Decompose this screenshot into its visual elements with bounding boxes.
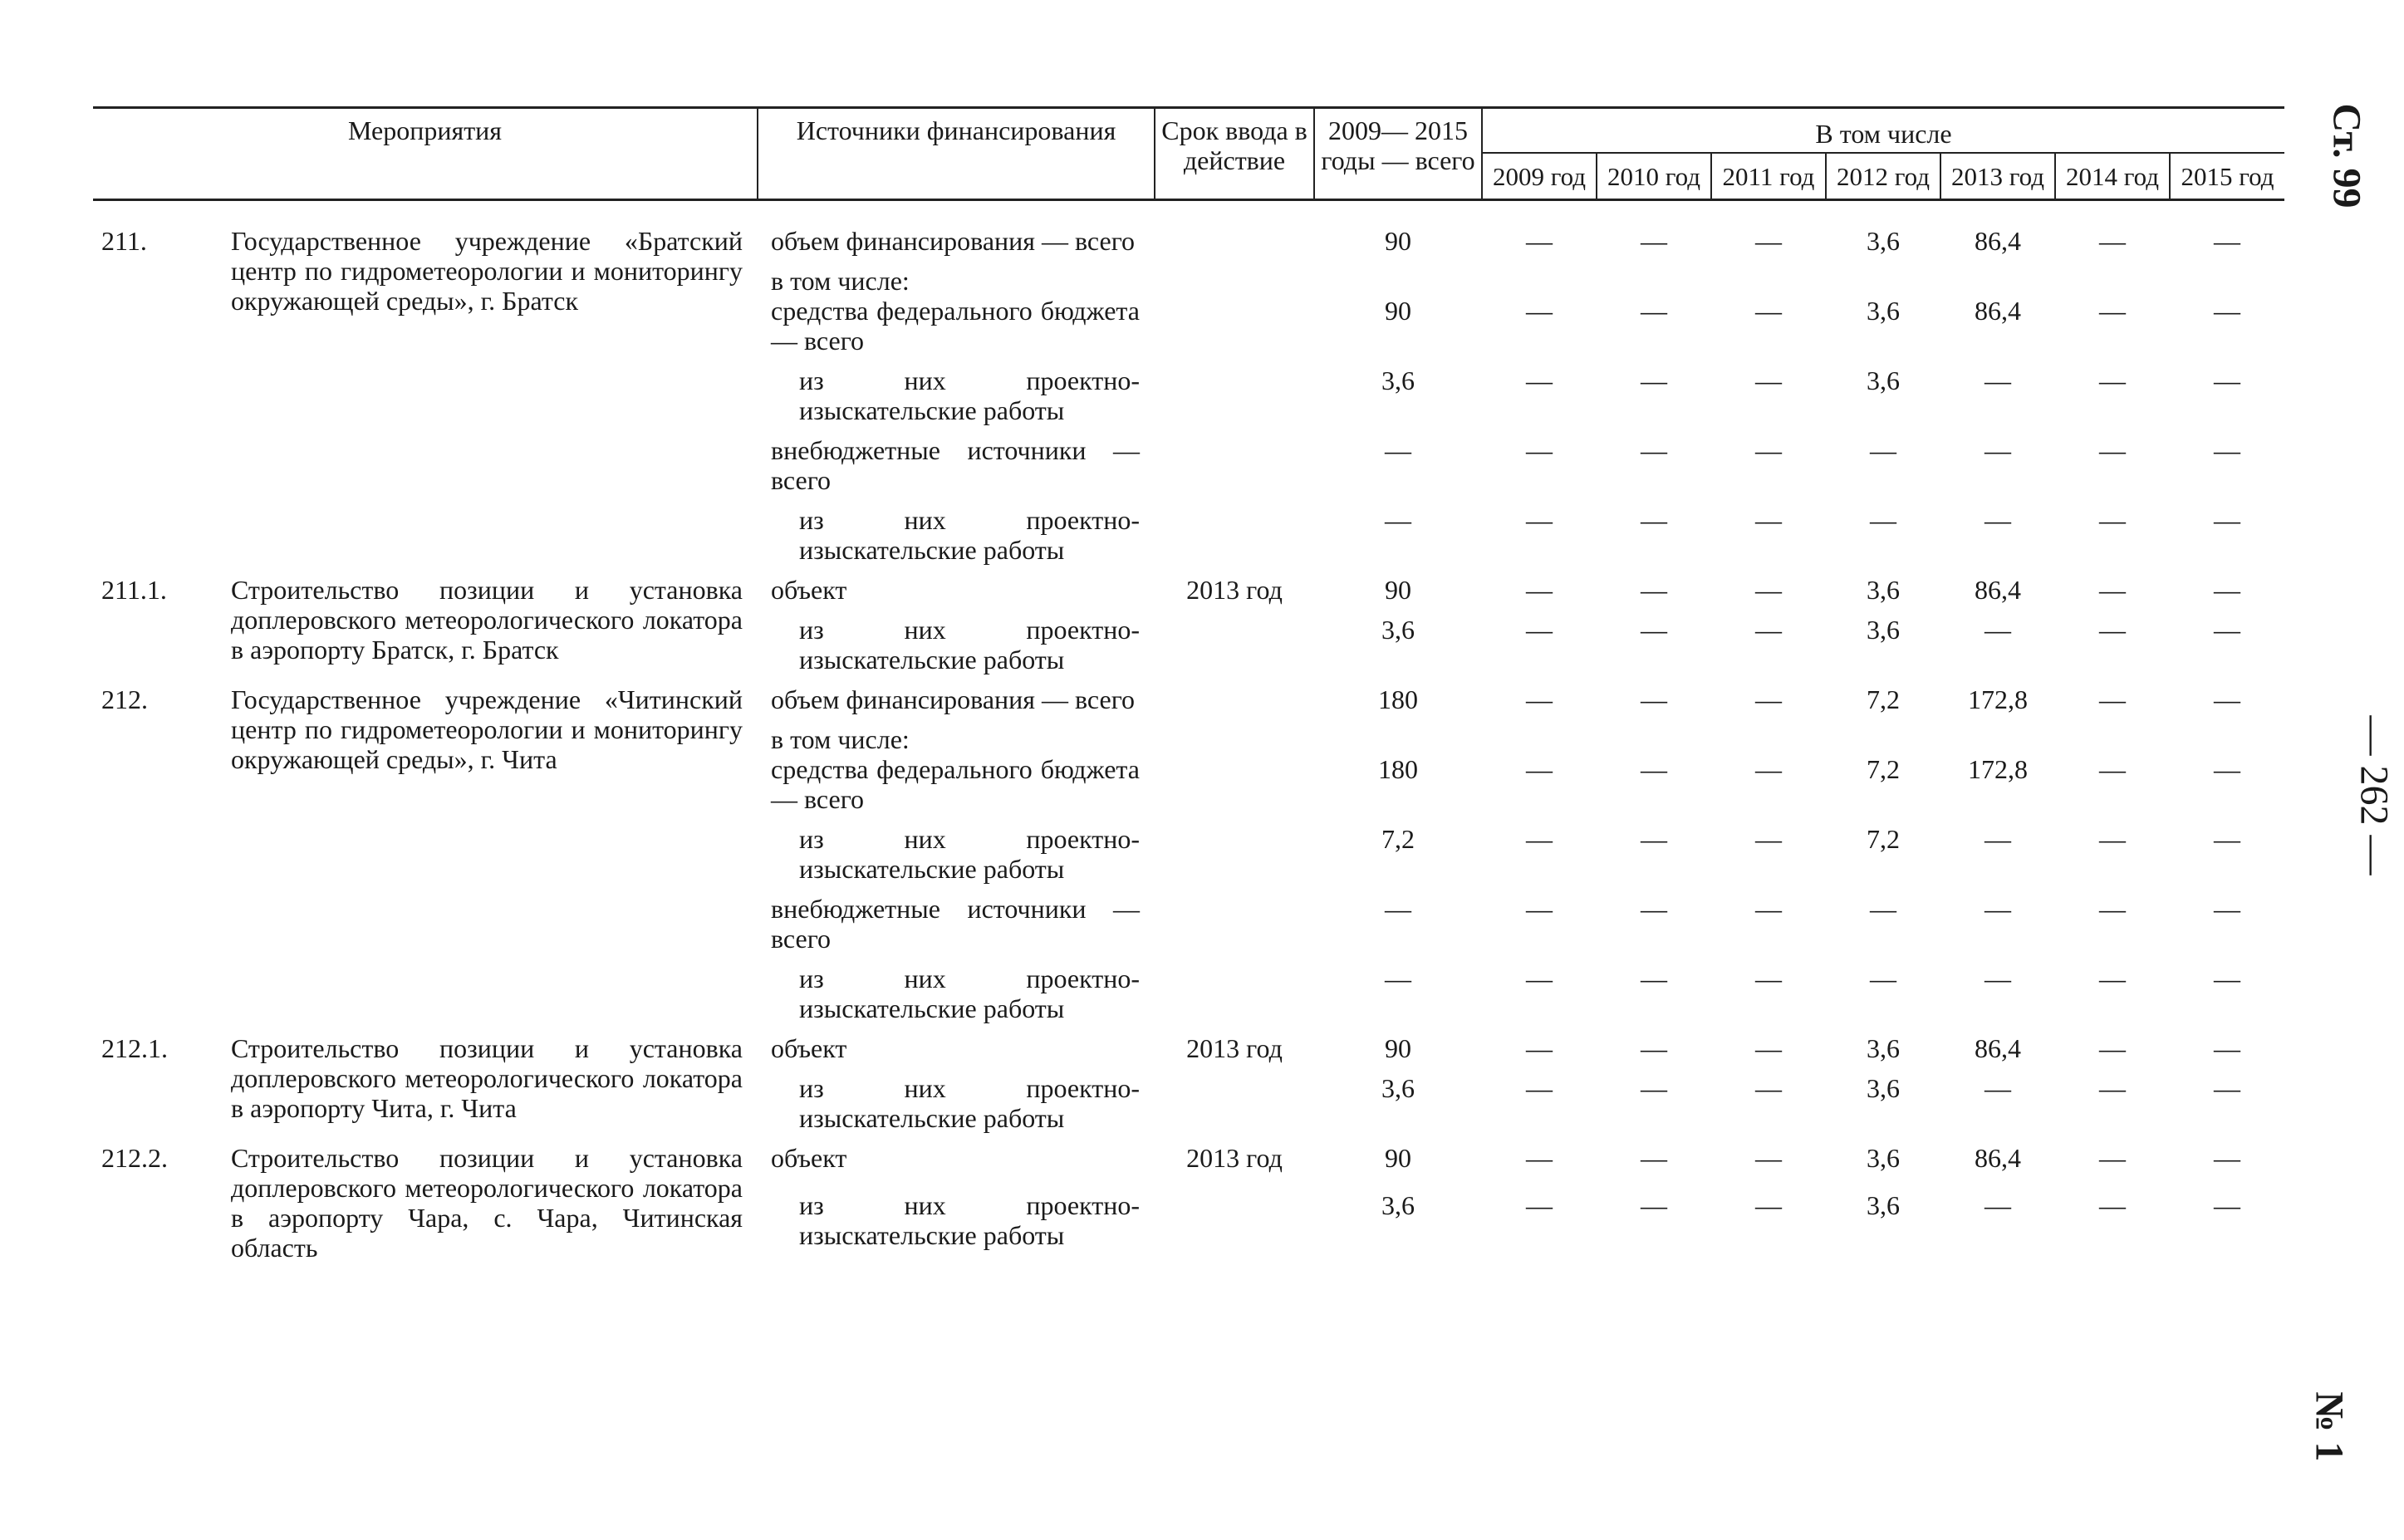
year-value-cell: — [1755, 1073, 1782, 1103]
total-cell: 90 [1385, 575, 1411, 605]
item-number: 212. [101, 684, 148, 714]
year-value-cell: — [2099, 1189, 2126, 1220]
year-value-cell [1482, 724, 1597, 754]
year-value-cell: — [1641, 435, 1667, 465]
year-value-cell: — [1641, 1143, 1667, 1173]
funding-source: в том числе: [771, 724, 910, 754]
year-value-cell [1597, 266, 1711, 296]
year-value-cell: — [1985, 615, 2011, 645]
item-number: 212.2. [101, 1143, 168, 1173]
total-cell: 3,6 [1381, 365, 1415, 395]
year-value-cell: 7,2 [1867, 754, 1900, 784]
page-number: — 262 — [2352, 715, 2397, 875]
funding-source: из них проектно-изыскательские работы [799, 505, 1140, 565]
year-value-cell [1940, 724, 2055, 754]
total-cell: — [1385, 894, 1411, 924]
year-value-cell: — [1985, 824, 2011, 854]
year-value-cell: 7,2 [1867, 684, 1900, 714]
year-value-cell: — [1755, 226, 1782, 256]
item-name: Строительство позиции и установка доплеровского метеорологического локатора в аэропорту Братск, г. Братск [231, 575, 743, 665]
funding-source: объект [771, 575, 847, 605]
year-value-cell: — [1641, 505, 1667, 535]
item-name: Строительство позиции и установка доплеровского метеорологического локатора в аэропорту Чита, г. Чита [231, 1033, 743, 1123]
item-name: Государственное учреждение «Читинский центр по гидрометеорологии и мониторингу окружающей среды», г. Чита [231, 684, 743, 774]
header-year: 2011 год [1711, 153, 1826, 200]
header-year: 2014 год [2055, 153, 2170, 200]
table-row [93, 1143, 2284, 1190]
year-value-cell: — [2099, 1033, 2126, 1063]
year-value-cell: — [1641, 575, 1667, 605]
total-cell: 3,6 [1381, 1073, 1415, 1103]
term-cell [1155, 226, 1314, 266]
year-value-cell: — [1526, 575, 1553, 605]
item-number: 212.1. [101, 1033, 168, 1063]
year-value-cell [1597, 724, 1711, 754]
year-value-cell: — [1755, 296, 1782, 326]
year-value-cell [2170, 724, 2284, 754]
total-cell: — [1385, 505, 1411, 535]
year-value-cell: — [2214, 296, 2240, 326]
table-row [93, 1033, 2284, 1073]
year-value-cell: — [1641, 296, 1667, 326]
year-value-cell: — [1641, 1189, 1667, 1220]
total-cell: 90 [1385, 1033, 1411, 1063]
term-cell [1155, 365, 1314, 435]
document-page [93, 106, 2278, 1273]
item-name: Строительство позиции и установка доплеровского метеорологического локатора в аэропорту Чара, с. Чара, Читинская область [231, 1143, 743, 1263]
term-cell [1155, 894, 1314, 964]
year-value-cell: — [2099, 1143, 2126, 1173]
year-value-cell: 3,6 [1867, 615, 1900, 645]
header-year: 2009 год [1482, 153, 1597, 200]
year-value-cell: — [1870, 964, 1896, 993]
year-value-cell: 3,6 [1867, 1073, 1900, 1103]
year-value-cell: — [2214, 824, 2240, 854]
year-value-cell: — [1526, 1189, 1553, 1220]
funding-source: объект [771, 1033, 847, 1063]
year-value-cell: — [1755, 1189, 1782, 1220]
year-value-cell: — [2214, 1073, 2240, 1103]
year-value-cell: — [1526, 1143, 1553, 1173]
year-value-cell: — [2099, 435, 2126, 465]
year-value-cell: — [1526, 1073, 1553, 1103]
year-value-cell: 86,4 [1975, 1143, 2021, 1173]
year-value-cell: — [1641, 1033, 1667, 1063]
year-value-cell: — [2214, 754, 2240, 784]
year-value-cell: — [1985, 894, 2011, 924]
term-cell [1155, 724, 1314, 754]
total-cell: 90 [1385, 296, 1411, 326]
year-value-cell: — [2214, 365, 2240, 395]
year-value-cell: — [2099, 824, 2126, 854]
total-cell: — [1385, 964, 1411, 993]
funding-source: в том числе: [771, 266, 910, 296]
funding-source: из них проектно-изыскательские работы [799, 1073, 1140, 1133]
year-value-cell: 86,4 [1975, 575, 2021, 605]
table-row [93, 684, 2284, 724]
year-value-cell: — [1755, 435, 1782, 465]
year-value-cell: — [1755, 1033, 1782, 1063]
year-value-cell: — [1755, 575, 1782, 605]
year-value-cell: — [2099, 505, 2126, 535]
year-value-cell: 172,8 [1968, 684, 2028, 714]
year-value-cell: — [1526, 435, 1553, 465]
term-cell: 2013 год [1186, 1033, 1283, 1063]
total-cell [1314, 724, 1482, 754]
year-value-cell: — [2099, 964, 2126, 993]
year-value-cell: — [1641, 615, 1667, 645]
year-value-cell: — [1870, 894, 1896, 924]
year-value-cell: 3,6 [1867, 296, 1900, 326]
year-value-cell: — [1755, 824, 1782, 854]
item-number: 211. [101, 226, 147, 256]
year-value-cell: — [1985, 505, 2011, 535]
year-value-cell: — [1641, 964, 1667, 993]
year-value-cell: 3,6 [1867, 226, 1900, 256]
item-number: 211.1. [101, 575, 167, 605]
funding-source: из них проектно-изыскательские работы [799, 824, 1140, 884]
year-value-cell: — [2099, 684, 2126, 714]
year-value-cell: 3,6 [1867, 1033, 1900, 1063]
year-value-cell: — [1755, 754, 1782, 784]
funding-source: объект [771, 1143, 847, 1173]
year-value-cell: — [1526, 615, 1553, 645]
year-value-cell: — [2214, 1189, 2240, 1220]
year-value-cell: — [1985, 1073, 2011, 1103]
year-value-cell: — [2214, 575, 2240, 605]
year-value-cell: 3,6 [1867, 575, 1900, 605]
total-cell: — [1385, 435, 1411, 465]
funding-source: внебюджетные источники — всего [771, 435, 1140, 495]
funding-source: из них проектно-изыскательские работы [799, 615, 1140, 674]
header-year: 2010 год [1597, 153, 1711, 200]
funding-source: средства федерального бюджета — всего [771, 296, 1140, 356]
year-value-cell: — [1985, 365, 2011, 395]
year-value-cell: — [2214, 505, 2240, 535]
year-value-cell: — [2214, 615, 2240, 645]
header-total: 2009— 2015 годы — всего [1314, 108, 1482, 200]
year-value-cell: — [1755, 505, 1782, 535]
year-value-cell: — [2099, 226, 2126, 256]
year-value-cell [1826, 724, 1940, 754]
term-cell: 2013 год [1186, 1143, 1283, 1173]
year-value-cell: 86,4 [1975, 226, 2021, 256]
issue-number: № 1 [2307, 1391, 2352, 1462]
year-value-cell: — [1526, 964, 1553, 993]
funding-table [93, 106, 2284, 1273]
funding-source: внебюджетные источники — всего [771, 894, 1140, 954]
total-cell: 3,6 [1381, 615, 1415, 645]
year-value-cell: — [2099, 754, 2126, 784]
year-value-cell: — [1870, 435, 1896, 465]
year-value-cell: — [1526, 296, 1553, 326]
term-cell [1155, 505, 1314, 575]
term-cell [1155, 615, 1314, 684]
table-body [93, 200, 2284, 1273]
year-value-cell: — [1526, 824, 1553, 854]
year-value-cell: — [1641, 824, 1667, 854]
term-cell [1155, 1190, 1314, 1273]
item-name: Государственное учреждение «Братский центр по гидрометеорологии и мониторингу окружающей среды», г. Братск [231, 226, 743, 316]
year-value-cell: — [1755, 684, 1782, 714]
total-cell: 180 [1378, 754, 1418, 784]
year-value-cell: — [2099, 615, 2126, 645]
year-value-cell: 86,4 [1975, 296, 2021, 326]
header-year: 2013 год [1940, 153, 2055, 200]
total-cell: 7,2 [1381, 824, 1415, 854]
total-cell: 3,6 [1381, 1189, 1415, 1220]
year-value-cell [1826, 266, 1940, 296]
year-value-cell: — [2099, 1073, 2126, 1103]
year-value-cell [2055, 266, 2170, 296]
year-value-cell: — [1755, 615, 1782, 645]
term-cell [1155, 824, 1314, 894]
term-cell [1155, 1073, 1314, 1143]
year-value-cell: — [1526, 894, 1553, 924]
year-value-cell: 3,6 [1867, 365, 1900, 395]
year-value-cell [1940, 266, 2055, 296]
year-value-cell: — [2214, 1033, 2240, 1063]
year-value-cell: — [1526, 365, 1553, 395]
header-year: 2012 год [1826, 153, 1940, 200]
year-value-cell: — [2099, 296, 2126, 326]
year-value-cell: — [1641, 684, 1667, 714]
year-value-cell: 3,6 [1867, 1143, 1900, 1173]
year-value-cell: 7,2 [1867, 824, 1900, 854]
term-cell [1155, 266, 1314, 296]
year-value-cell: — [2214, 435, 2240, 465]
year-value-cell: — [1985, 1189, 2011, 1220]
year-value-cell: — [1755, 1143, 1782, 1173]
funding-source: из них проектно-изыскательские работы [799, 365, 1140, 425]
year-value-cell: — [1641, 226, 1667, 256]
table-row [93, 575, 2284, 615]
year-value-cell: — [1526, 505, 1553, 535]
year-value-cell [2170, 266, 2284, 296]
funding-source: объем финансирования — всего [771, 684, 1136, 714]
total-cell: 90 [1385, 1143, 1411, 1173]
year-value-cell: — [1526, 754, 1553, 784]
funding-source: из них проектно-изыскательские работы [799, 964, 1140, 1023]
year-value-cell: — [1526, 226, 1553, 256]
year-value-cell: — [1641, 365, 1667, 395]
year-value-cell [2055, 724, 2170, 754]
year-value-cell: — [2214, 894, 2240, 924]
year-value-cell: — [2214, 964, 2240, 993]
year-value-cell: — [2099, 365, 2126, 395]
year-value-cell [1711, 266, 1826, 296]
year-value-cell: — [1755, 894, 1782, 924]
year-value-cell: — [1985, 964, 2011, 993]
header-year: 2015 год [2170, 153, 2284, 200]
funding-source: средства федерального бюджета — всего [771, 754, 1140, 814]
term-cell: 2013 год [1186, 575, 1283, 605]
funding-source: из них проектно-изыскательские работы [799, 1189, 1140, 1250]
term-cell [1155, 296, 1314, 365]
page-section-label: Ст. 99 [2324, 103, 2369, 208]
year-value-cell: 172,8 [1968, 754, 2028, 784]
term-cell [1155, 754, 1314, 824]
year-value-cell: — [2099, 894, 2126, 924]
header-activities: Мероприятия [93, 108, 758, 200]
year-value-cell: — [1641, 1073, 1667, 1103]
funding-source: объем финансирования — всего [771, 226, 1136, 256]
year-value-cell: — [1526, 684, 1553, 714]
year-value-cell: — [2214, 684, 2240, 714]
year-value-cell: — [1641, 894, 1667, 924]
year-value-cell: — [1526, 1033, 1553, 1063]
total-cell [1314, 266, 1482, 296]
term-cell [1155, 964, 1314, 1033]
year-value-cell: — [1870, 505, 1896, 535]
year-value-cell: — [1641, 754, 1667, 784]
year-value-cell: — [2214, 226, 2240, 256]
year-value-cell: — [2099, 575, 2126, 605]
year-value-cell: — [2214, 1143, 2240, 1173]
year-value-cell: 86,4 [1975, 1033, 2021, 1063]
table-row [93, 226, 2284, 266]
total-cell: 90 [1385, 226, 1411, 256]
year-value-cell: — [1755, 964, 1782, 993]
term-cell [1155, 435, 1314, 505]
header-term: Срок ввода в действие [1155, 108, 1314, 200]
header-including: В том числе [1482, 108, 2284, 154]
year-value-cell: — [1755, 365, 1782, 395]
year-value-cell: — [1985, 435, 2011, 465]
year-value-cell: 3,6 [1867, 1189, 1900, 1220]
total-cell: 180 [1378, 684, 1418, 714]
term-cell [1155, 684, 1314, 724]
year-value-cell [1482, 266, 1597, 296]
year-value-cell [1711, 724, 1826, 754]
header-sources: Источники финансирования [758, 108, 1155, 200]
